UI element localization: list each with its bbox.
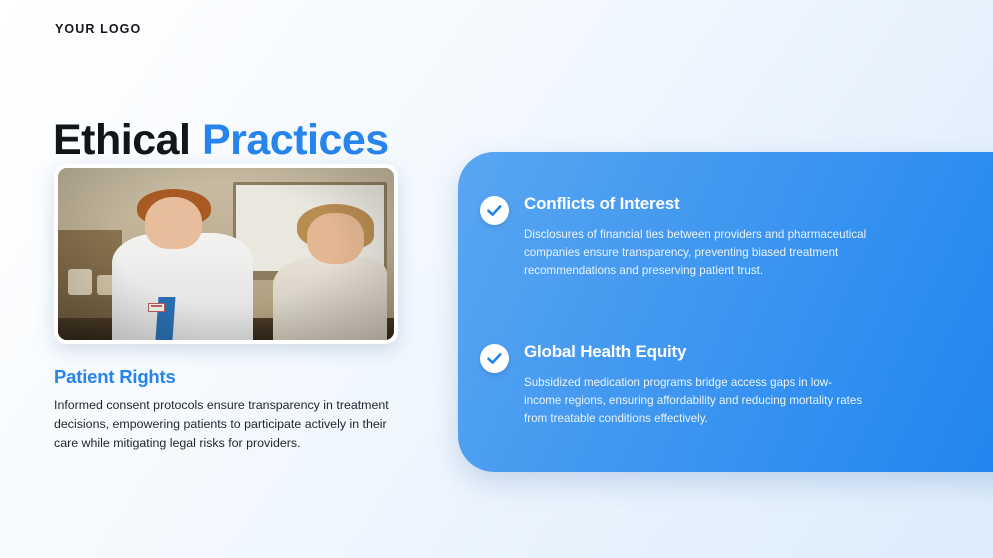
highlights-panel <box>458 152 993 472</box>
page-title-part2: Practices <box>201 115 389 164</box>
item-title: Global Health Equity <box>524 342 687 361</box>
check-circle-icon <box>480 344 509 373</box>
photo-frame <box>54 164 398 344</box>
item-body: Disclosures of financial ties between providers and pharmaceutical companies ensure transparency, preventing biased treatment recommendations and preserving patient trust. <box>524 227 867 277</box>
item-title: Conflicts of Interest <box>524 194 680 213</box>
check-circle-icon <box>480 196 509 225</box>
left-heading: Patient Rights <box>54 366 176 387</box>
logo: YOUR LOGO <box>55 22 142 36</box>
item-body: Subsidized medication programs bridge access gaps in low-income regions, ensuring affordability and reducing mortality rates from treatable conditions effectively. <box>524 375 863 425</box>
list-item <box>524 342 954 439</box>
photo-vignette <box>58 168 394 340</box>
page-title-part1: Ethical <box>53 115 191 164</box>
consultation-photo <box>58 168 394 340</box>
page-title <box>53 117 389 164</box>
list-item <box>524 194 954 291</box>
left-body: Informed consent protocols ensure transparency in treatment decisions, empowering patients to participate actively in their care while mitigating legal risks for providers. <box>54 398 389 451</box>
